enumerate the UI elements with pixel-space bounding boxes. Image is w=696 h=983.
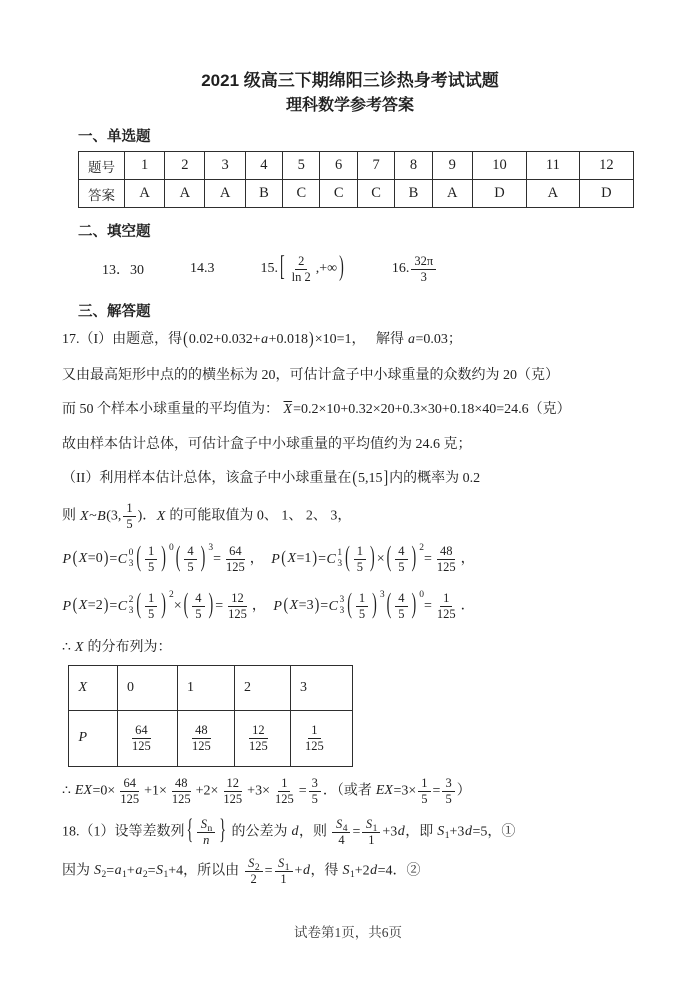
fraction: $\frac{48}{125}$ bbox=[436, 543, 456, 574]
math-var: a bbox=[408, 332, 416, 348]
math-var: d bbox=[302, 863, 310, 879]
overline-var: $\overline{X}$ bbox=[283, 401, 293, 417]
fraction: $\frac{64}{125}$ bbox=[120, 775, 140, 806]
open-delimiter: ( bbox=[136, 543, 142, 574]
open-delimiter: ( bbox=[386, 543, 392, 574]
open-delimiter: ( bbox=[386, 590, 392, 621]
distribution-cell bbox=[178, 710, 235, 766]
math-var: X bbox=[78, 551, 88, 567]
math-group bbox=[343, 543, 377, 576]
q17-line-1: 17.（I）由题意，得 ( 0.02+0.032+ a +0.018 ) ×10=1， 解得 a=0.03； bbox=[62, 329, 638, 351]
fill-blank-answers bbox=[102, 247, 638, 291]
open-delimiter: ( bbox=[72, 596, 78, 616]
answer-cell: 4 bbox=[245, 152, 282, 180]
choice-answer-table bbox=[78, 151, 634, 208]
answer-cell: A bbox=[205, 180, 245, 208]
open-delimiter: ( bbox=[136, 590, 142, 621]
answer-cell: B bbox=[245, 180, 282, 208]
close-delimiter: ) bbox=[161, 590, 166, 621]
fraction: $\frac{48}{125}$ bbox=[192, 722, 211, 753]
answer-cell: 1 bbox=[125, 152, 165, 180]
q18-line-1: 18.（1）设等差数列 { S n n } 的公差为 d，则 S 4 4 = S 1 1 +3d，即 S 1 +3d=5，① bbox=[62, 816, 638, 849]
math-var: X bbox=[80, 508, 89, 524]
math-var: X bbox=[287, 551, 297, 567]
answer-cell: D bbox=[472, 180, 526, 208]
fraction: 2 ln 2 bbox=[291, 253, 311, 284]
distribution-cell: 3 bbox=[291, 665, 353, 710]
open-delimiter: ( bbox=[281, 549, 286, 569]
math-var: d bbox=[291, 824, 299, 840]
subscripted-var: S 1 bbox=[342, 863, 355, 881]
math-group bbox=[185, 816, 228, 849]
combination-symbol: C 2 3 bbox=[117, 594, 134, 617]
answer-cell: 3 bbox=[205, 152, 245, 180]
math-var: X bbox=[289, 598, 299, 614]
math-group bbox=[134, 590, 173, 623]
math-group bbox=[385, 543, 424, 576]
close-delimiter: ) bbox=[103, 549, 109, 569]
exponent: 3 bbox=[208, 542, 214, 553]
exponent: 2 bbox=[168, 589, 174, 600]
open-delimiter: ( bbox=[345, 543, 350, 574]
close-delimiter: ) bbox=[208, 590, 214, 621]
close-delimiter: ) bbox=[372, 590, 377, 621]
subscripted-var: S 2 bbox=[94, 863, 107, 881]
math-group bbox=[345, 590, 384, 623]
distribution-table bbox=[68, 665, 353, 767]
answer-cell: 6 bbox=[320, 152, 357, 180]
open-delimiter: ( bbox=[175, 543, 181, 574]
combination-symbol: C 3 3 bbox=[328, 594, 345, 617]
fraction: S 2 2 bbox=[245, 856, 263, 887]
choice-table-row bbox=[79, 180, 634, 208]
distribution-cell: 0 bbox=[118, 665, 178, 710]
answer-cell: 10 bbox=[472, 152, 526, 180]
exponent: 0 bbox=[168, 542, 174, 553]
math-group: ( X =0 ) bbox=[72, 548, 110, 570]
math-group: ( X =2 ) bbox=[72, 595, 110, 617]
answer-cell: A bbox=[527, 180, 579, 208]
blank-answer-16: 16. 32π 3 bbox=[392, 253, 438, 286]
open-delimiter: ( bbox=[352, 468, 357, 489]
open-delimiter: [ bbox=[280, 252, 285, 284]
math-var: d bbox=[397, 824, 405, 840]
math-var: X bbox=[156, 508, 166, 524]
q17-line-3: 而 50 个样本小球重量的平均值为： $\overline{X}=0.2\times 10+0.32\times 20+0.3\times 30+0.18\times 40=24.6$（克） bbox=[62, 401, 571, 417]
math-var: X bbox=[78, 679, 88, 695]
distribution-cell bbox=[69, 710, 118, 766]
row-label-cell: 题号 bbox=[79, 152, 125, 180]
math-var: X bbox=[78, 598, 88, 614]
math-group bbox=[182, 590, 216, 623]
close-delimiter: ) bbox=[370, 543, 375, 574]
math-var: P bbox=[78, 730, 88, 745]
close-delimiter: ) bbox=[411, 543, 417, 574]
math-var: P bbox=[271, 551, 280, 567]
math-group: ( 5,15 ] bbox=[351, 468, 389, 490]
row-label-cell: 答案 bbox=[79, 180, 125, 208]
subscripted-var: S 1 bbox=[437, 824, 450, 842]
answer-cell: 9 bbox=[432, 152, 472, 180]
math-var: B bbox=[97, 508, 106, 524]
fraction: $\frac{1}{125}$ bbox=[274, 775, 294, 806]
exponent: 3 bbox=[379, 589, 385, 600]
fraction: 1 5 bbox=[145, 544, 157, 575]
math-group: ( X =1 ) bbox=[280, 548, 318, 570]
fraction: 1 5 bbox=[356, 591, 368, 622]
open-delimiter: ( bbox=[183, 329, 188, 350]
fraction: 4 5 bbox=[395, 591, 407, 622]
blank-answer-14: 14.3 bbox=[190, 261, 215, 277]
fraction: $\frac{1}{125}$ bbox=[305, 722, 324, 753]
answer-cell: 7 bbox=[357, 152, 394, 180]
subscripted-var: S n bbox=[200, 816, 213, 834]
fraction: $\frac{12}{125}$ bbox=[228, 590, 247, 621]
answer-cell: 11 bbox=[527, 152, 579, 180]
distribution-cell: 1 bbox=[178, 665, 235, 710]
blank-answer-13: 13．30 bbox=[102, 263, 144, 279]
distribution-cell bbox=[118, 710, 178, 766]
page-footer: 试卷第1页，共6页 bbox=[294, 925, 402, 940]
fraction: $\frac{64}{125}$ bbox=[132, 722, 151, 753]
subscripted-var: a 2 bbox=[135, 863, 148, 881]
fraction bbox=[197, 817, 215, 848]
math-var: n bbox=[203, 832, 210, 847]
section-heading-fill-blank: 二、填空题 bbox=[78, 224, 151, 241]
close-delimiter: ) bbox=[314, 596, 320, 616]
q17-expectation-line: ∴ EX=0× $\frac{64}{125}$ +1× $\frac{48}{125}$ +2× $\frac{12}{125}$ +3× $\frac{1}{125}$ = $\frac{3}{5}$ ．（或者 EX=3× $\frac{1}{5}$ = $\frac{3}{5}$ ） bbox=[62, 775, 471, 806]
math-group: ( X =3 ) bbox=[282, 595, 320, 617]
close-delimiter: ) bbox=[161, 543, 166, 574]
fraction: S 1 1 bbox=[275, 856, 293, 887]
answer-cell: B bbox=[395, 180, 432, 208]
answer-cell: 2 bbox=[165, 152, 205, 180]
math-group bbox=[385, 590, 424, 623]
open-delimiter: ( bbox=[347, 590, 352, 621]
q17-line-7: P ( X =0 ) = C 0 3 ( 1 5 ) 0 ( 4 5 ) 3 = $\frac{64}{125}$ ， P ( X =1 ) = C 1 3 ( 1 5 ) × ( 4 5 ) 2 = $\frac{48}{125}$ ， bbox=[62, 543, 638, 576]
fraction: $\frac{3}{5}$ bbox=[442, 776, 454, 807]
q17-line-4: 故由样本估计总体，可估计盒子中小球重量的平均值约为 24.6 克； bbox=[62, 437, 472, 453]
fraction: 4 5 bbox=[192, 591, 204, 622]
distribution-table-body bbox=[69, 665, 353, 766]
section-heading-solutions: 三、解答题 bbox=[78, 304, 151, 321]
answer-cell: A bbox=[165, 180, 205, 208]
fraction: $\frac{64}{125}$ bbox=[225, 543, 245, 574]
exponent: 0 bbox=[419, 589, 424, 600]
exponent: 2 bbox=[419, 542, 424, 553]
subscripted-var: S 1 bbox=[155, 863, 169, 881]
math-var: a bbox=[261, 332, 269, 348]
q18-line-2: 因为 S 2 = a 1 + a 2 = S 1 +4，所以由 S 2 2 = S 1 1 +d，得 S 1 +2d=4．② bbox=[62, 855, 421, 886]
math-var: P bbox=[62, 551, 72, 567]
distribution-cell bbox=[235, 710, 291, 766]
blank-answer-15: 15. [ 2 ln 2 ,+∞ ) bbox=[260, 252, 344, 284]
choice-answer-table-body bbox=[79, 152, 634, 208]
answer-cell: 12 bbox=[579, 152, 633, 180]
answer-cell: C bbox=[320, 180, 357, 208]
open-delimiter: ( bbox=[72, 549, 78, 569]
fraction: 32π 3 bbox=[411, 254, 436, 285]
choice-table-row bbox=[79, 152, 634, 180]
fraction: S 4 4 bbox=[332, 817, 350, 848]
q17-line-6: 则 X~B(3, $\frac{1}{5}$ )．X 的可能取值为 0、 1、 2、 3， bbox=[62, 500, 352, 531]
fraction: S 1 1 bbox=[362, 817, 380, 848]
q17-line-5: （II）利用样本估计总体，该盒子中小球重量在 ( 5,15 ] 内的概率为 0.2 bbox=[62, 468, 638, 490]
math-group bbox=[174, 543, 213, 576]
close-delimiter: } bbox=[219, 815, 226, 847]
close-delimiter: ) bbox=[339, 252, 344, 284]
answer-cell: C bbox=[283, 180, 320, 208]
math-var: EX bbox=[74, 783, 93, 799]
fraction: $\frac{3}{5}$ bbox=[309, 776, 321, 807]
open-delimiter: ( bbox=[283, 596, 289, 616]
combination-symbol: C 0 3 bbox=[117, 547, 134, 570]
fraction: 1 5 bbox=[354, 544, 366, 575]
math-var: d bbox=[370, 863, 378, 879]
math-var: EX bbox=[375, 783, 393, 799]
page-subtitle: 理科数学参考答案 bbox=[285, 97, 414, 115]
answer-cell: C bbox=[357, 180, 394, 208]
close-delimiter: ) bbox=[103, 596, 109, 616]
close-delimiter: ] bbox=[383, 468, 389, 489]
distribution-cell bbox=[291, 710, 353, 766]
fraction: $\frac{1}{5}$ bbox=[418, 776, 430, 807]
answer-cell: 5 bbox=[283, 152, 320, 180]
distribution-table-row bbox=[69, 710, 353, 766]
distribution-cell: 2 bbox=[235, 665, 291, 710]
math-group: ( 0.02+0.032+ a +0.018 ) bbox=[182, 329, 315, 351]
fraction: $\frac{12}{125}$ bbox=[249, 722, 268, 753]
subscripted-var: S 4 bbox=[335, 816, 348, 834]
answer-cell: A bbox=[125, 180, 165, 208]
fraction: $\frac{1}{5}$ bbox=[123, 501, 135, 532]
q17-line-8: P ( X =2 ) = C 2 3 ( 1 5 ) 2 × ( 4 5 ) = $\frac{12}{125}$ ， P ( X =3 ) = C 3 3 ( 1 5 ) 3 ( 4 5 ) 0 = $\frac{1}{125}$ ． bbox=[62, 590, 638, 623]
fraction: $\frac{12}{125}$ bbox=[223, 775, 243, 806]
subscripted-var: S 1 bbox=[365, 816, 378, 834]
open-delimiter: ( bbox=[183, 590, 189, 621]
fraction: $\frac{48}{125}$ bbox=[171, 775, 191, 806]
close-delimiter: ) bbox=[309, 329, 314, 350]
answer-cell: A bbox=[432, 180, 472, 208]
fraction: 4 5 bbox=[184, 544, 196, 575]
subscripted-var: S 1 bbox=[278, 855, 290, 873]
close-delimiter: ) bbox=[200, 543, 206, 574]
close-delimiter: ) bbox=[411, 590, 417, 621]
combination-symbol: C 1 3 bbox=[326, 547, 343, 570]
subscripted-var: S 2 bbox=[248, 855, 260, 873]
q17-line-9: ∴ X 的分布列为： bbox=[62, 639, 172, 655]
math-group bbox=[134, 543, 173, 576]
page-title: 2021 级高三下期绵阳三诊热身考试试题 bbox=[201, 71, 499, 90]
answer-cell: D bbox=[579, 180, 633, 208]
math-var: P bbox=[273, 598, 282, 614]
section-heading-single-choice: 一、单选题 bbox=[78, 129, 151, 146]
math-var: d bbox=[464, 824, 472, 840]
math-var: P bbox=[62, 598, 72, 614]
fraction: 4 5 bbox=[395, 544, 407, 575]
answer-cell: 8 bbox=[395, 152, 432, 180]
open-delimiter: { bbox=[186, 815, 194, 847]
q17-line-2: 又由最高矩形中点的的横坐标为 20，可估计盒子中小球重量的众数约为 20（克） bbox=[62, 368, 559, 383]
distribution-cell bbox=[69, 665, 118, 710]
math-group: [ 2 ln 2 ,+∞ ) bbox=[280, 252, 344, 284]
close-delimiter: ) bbox=[312, 549, 318, 569]
subscripted-var: a 1 bbox=[114, 863, 127, 881]
math-var: X bbox=[74, 639, 84, 655]
fraction: 1 5 bbox=[145, 591, 157, 622]
fraction: $\frac{1}{125}$ bbox=[436, 590, 456, 621]
distribution-table-row bbox=[69, 665, 353, 710]
